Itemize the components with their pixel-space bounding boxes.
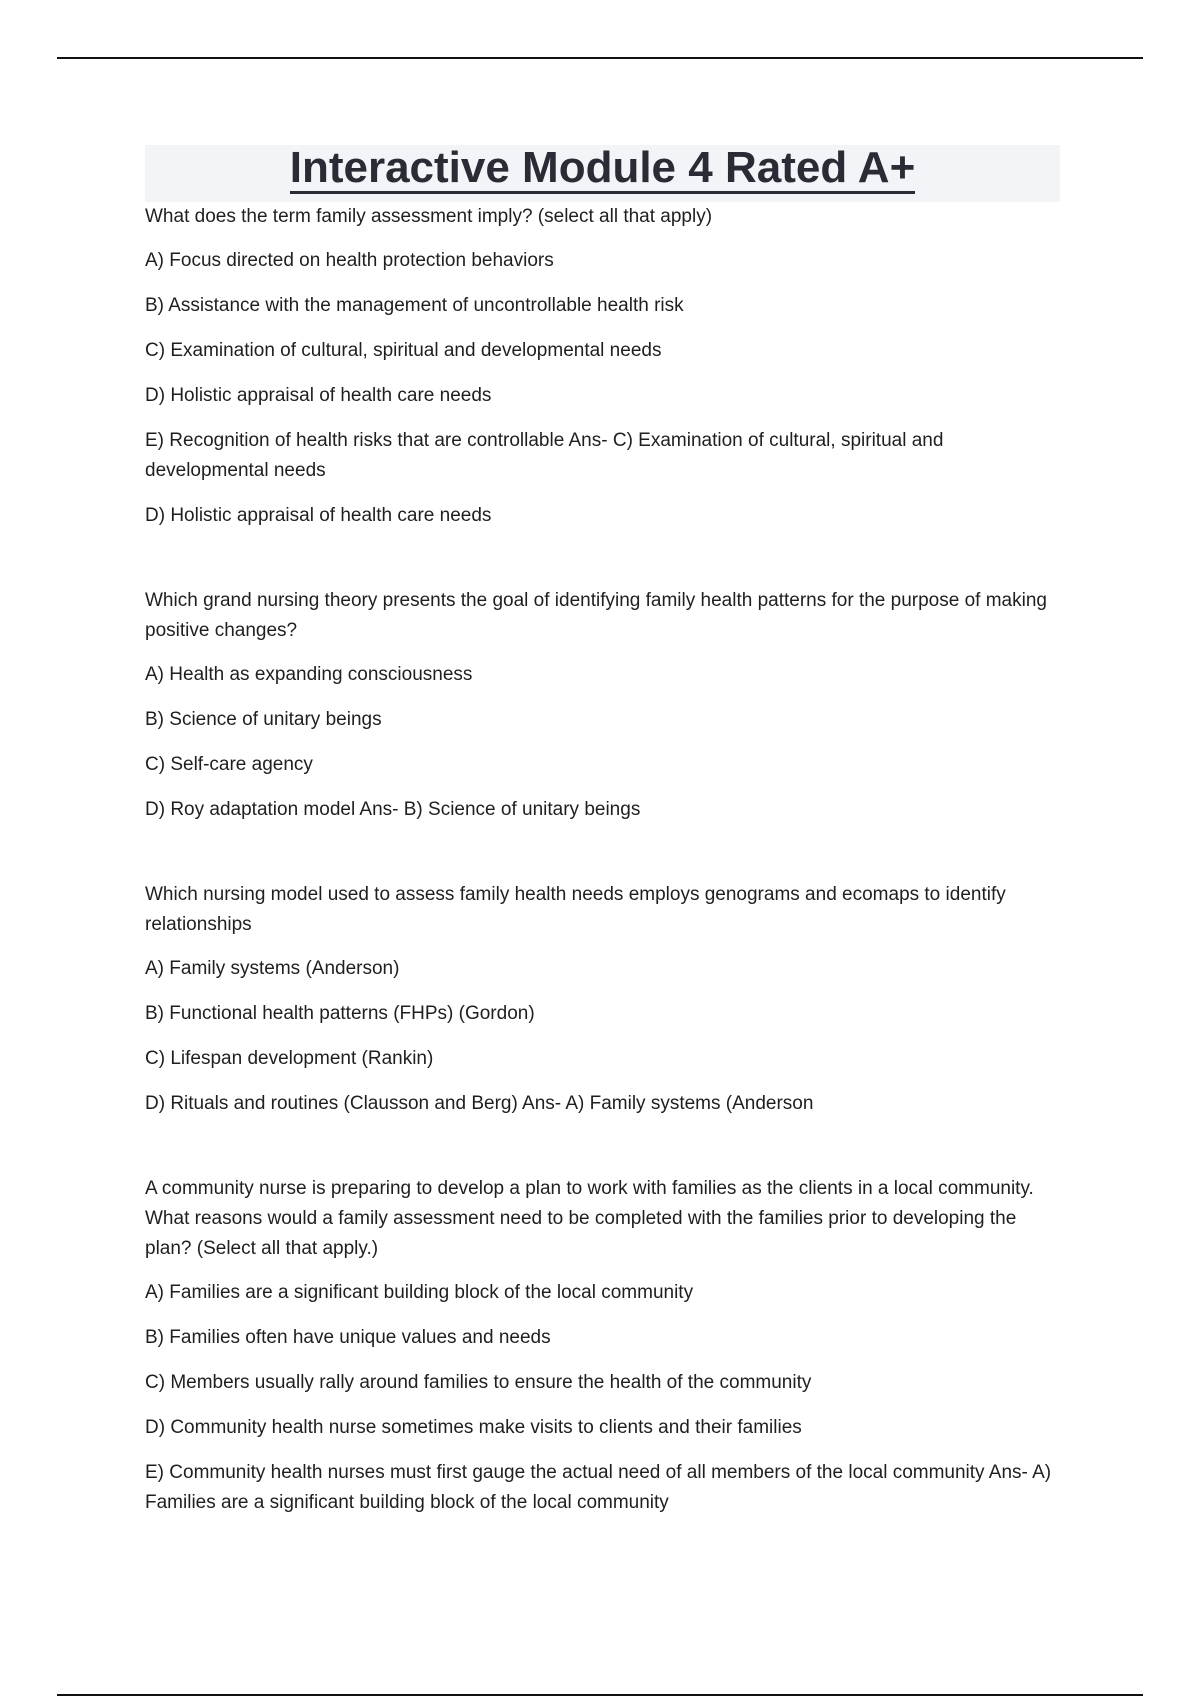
- question-block-4: [145, 1174, 1060, 1518]
- answer-option: B) Assistance with the management of uncontrollable health risk: [145, 295, 684, 316]
- answer-option: A) Health as expanding consciousness: [145, 664, 473, 685]
- title-band: [145, 145, 1060, 202]
- top-rule: [57, 57, 1143, 59]
- question-text: What does the term family assessment imply? (select all that apply): [145, 206, 713, 227]
- answer-option: A) Focus directed on health protection behaviors: [145, 250, 554, 271]
- answer-option: B) Functional health patterns (FHPs) (Gordon): [145, 1003, 535, 1024]
- answer-option: E) Community health nurses must first gauge the actual need of all members of the local community Ans- A) Families are a significant building block of the local community: [145, 1462, 1052, 1513]
- answer-option: D) Holistic appraisal of health care needs: [145, 385, 492, 406]
- question-text: A community nurse is preparing to develop a plan to work with families as the clients in a local community. What reasons would a family assessment need to be completed with the families prior to developing the plan? (Select all that apply.): [145, 1178, 1034, 1259]
- bottom-rule: [57, 1694, 1143, 1696]
- answer-option: D) Holistic appraisal of health care needs: [145, 505, 492, 526]
- answer-option: B) Science of unitary beings: [145, 709, 382, 730]
- answer-option: E) Recognition of health risks that are controllable Ans- C) Examination of cultural, spiritual and developmental needs: [145, 430, 944, 481]
- answer-option: D) Community health nurse sometimes make visits to clients and their families: [145, 1417, 802, 1438]
- answer-option: A) Family systems (Anderson): [145, 958, 400, 979]
- question-text: Which grand nursing theory presents the goal of identifying family health patterns for the purpose of making positive changes?: [145, 590, 1047, 641]
- answer-option: C) Members usually rally around families to ensure the health of the community: [145, 1372, 812, 1393]
- question-block-1: [145, 202, 1060, 531]
- document-body: [145, 145, 1060, 1518]
- answer-option: C) Examination of cultural, spiritual and developmental needs: [145, 340, 662, 361]
- document-title: Interactive Module 4 Rated A+: [289, 143, 916, 192]
- answer-option: C) Lifespan development (Rankin): [145, 1048, 434, 1069]
- answer-option: C) Self-care agency: [145, 754, 313, 775]
- answer-option: A) Families are a significant building block of the local community: [145, 1282, 694, 1303]
- answer-option: D) Rituals and routines (Clausson and Berg) Ans- A) Family systems (Anderson: [145, 1093, 814, 1114]
- question-text: Which nursing model used to assess family health needs employs genograms and ecomaps to identify relationships: [145, 884, 1006, 935]
- question-block-3: [145, 880, 1060, 1119]
- answer-option: B) Families often have unique values and needs: [145, 1327, 551, 1348]
- question-block-2: [145, 586, 1060, 825]
- answer-option: D) Roy adaptation model Ans- B) Science of unitary beings: [145, 799, 641, 820]
